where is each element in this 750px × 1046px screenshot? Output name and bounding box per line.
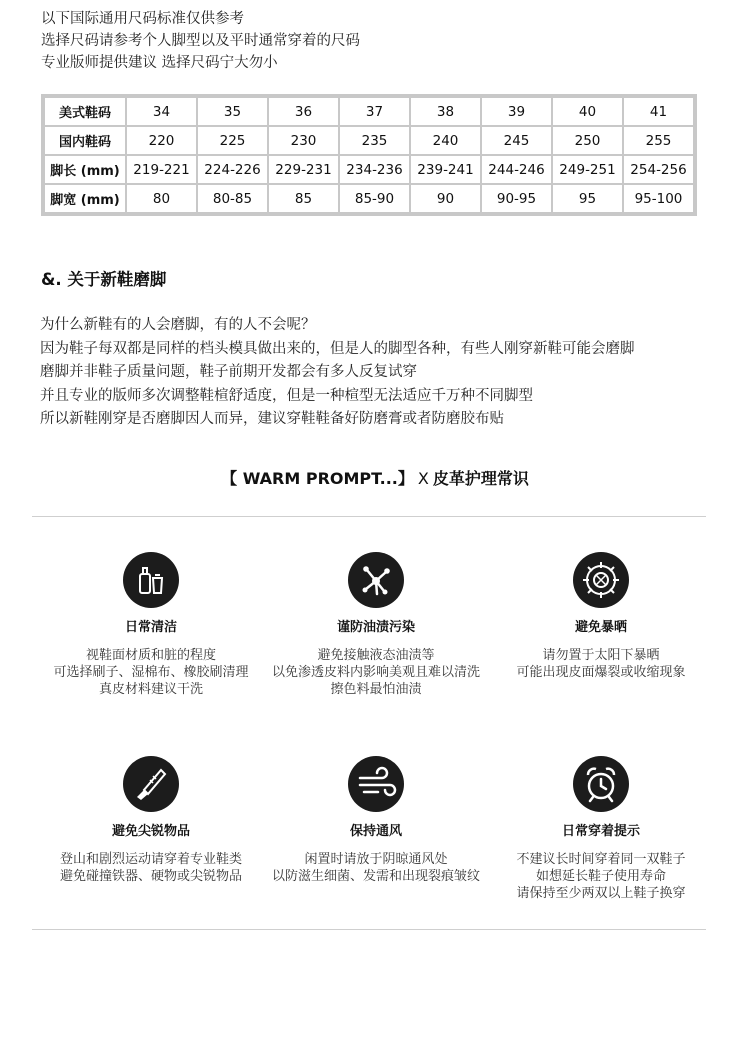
care-tip-title: 避免暴晒 xyxy=(574,620,627,635)
care-tip-wearing xyxy=(488,756,714,902)
care-tip-line: 视鞋面材质和脏的程度 xyxy=(85,648,216,663)
intro-line: 选择尺码请参考个人脚型以及平时通常穿着的尺码 xyxy=(41,33,360,49)
care-tip-line: 以防滋生细菌、发需和出现裂痕皱纹 xyxy=(271,869,480,884)
size-cell: 85-90 xyxy=(340,185,409,212)
care-tip-text xyxy=(38,647,264,698)
care-tip-oil xyxy=(263,552,489,698)
care-tip-line: 请勿置于太阳下暴晒 xyxy=(542,648,660,663)
size-cell: 245 xyxy=(482,127,551,154)
size-cell: 240 xyxy=(411,127,480,154)
care-tip-line: 请保持至少两双以上鞋子换穿 xyxy=(516,886,686,901)
care-tip-line: 真皮材料建议干洗 xyxy=(98,682,203,697)
size-cell: 90-95 xyxy=(482,185,551,212)
size-intro xyxy=(41,8,360,74)
size-cell: 39 xyxy=(482,98,551,125)
wind-icon xyxy=(348,756,404,812)
knife-icon xyxy=(123,756,179,812)
care-tip-title: 日常清洁 xyxy=(124,620,177,635)
size-cell: 220 xyxy=(127,127,196,154)
size-row xyxy=(45,185,693,212)
care-tip-line: 可选择刷子、湿棉布、橡胶刷清理 xyxy=(53,665,249,680)
size-cell: 234-236 xyxy=(340,156,409,183)
size-cell: 35 xyxy=(198,98,267,125)
oil-splash-icon xyxy=(348,552,404,608)
size-cell: 85 xyxy=(269,185,338,212)
care-tip-line: 以免渗透皮料内影响美观且难以清洗 xyxy=(271,665,480,680)
paragraph-line: 并且专业的版师多次调整鞋楦舒适度，但是一种楦型无法适应千万种不同脚型 xyxy=(40,387,533,404)
size-cell: 225 xyxy=(198,127,267,154)
care-tip-line: 不建议长时间穿着同一双鞋子 xyxy=(516,852,686,867)
care-tip-line: 避免碰撞铁器、硬物或尖锐物品 xyxy=(59,869,242,884)
size-row-label: 脚长 (mm) xyxy=(45,156,125,183)
size-cell: 34 xyxy=(127,98,196,125)
care-tip-line: 可能出现皮面爆裂或收缩现象 xyxy=(516,665,686,680)
care-tip-text xyxy=(488,851,714,902)
paragraph-line: 所以新鞋刚穿是否磨脚因人而异，建议穿鞋鞋备好防磨膏或者防磨胶布贴 xyxy=(40,411,504,427)
size-cell: 229-231 xyxy=(269,156,338,183)
size-cell: 95 xyxy=(553,185,622,212)
intro-line: 专业版师提供建议 选择尺码宁大勿小 xyxy=(41,55,278,71)
divider-bottom xyxy=(32,929,706,930)
size-cell: 90 xyxy=(411,185,480,212)
size-chart-table xyxy=(41,94,697,216)
care-tip-sun xyxy=(488,552,714,681)
care-tip-line: 闲置时请放于阴晾通风处 xyxy=(304,852,448,867)
care-tip-line: 如想延长鞋子使用寿命 xyxy=(535,869,666,884)
blister-section-title: &. 关于新鞋磨脚 xyxy=(41,270,167,289)
leather-care-label: 皮革护理常识 xyxy=(432,469,529,488)
size-cell: 244-246 xyxy=(482,156,551,183)
cross-mark: X xyxy=(417,469,429,488)
care-tip-text xyxy=(263,647,489,698)
size-cell: 80-85 xyxy=(198,185,267,212)
size-cell: 219-221 xyxy=(127,156,196,183)
size-cell: 95-100 xyxy=(624,185,693,212)
size-cell: 36 xyxy=(269,98,338,125)
divider-top xyxy=(32,516,706,517)
care-tip-text xyxy=(488,647,714,681)
care-tip-title: 避免尖锐物品 xyxy=(111,824,190,839)
care-tip-title: 保持通风 xyxy=(349,824,402,839)
intro-line: 以下国际通用尺码标准仅供参考 xyxy=(41,11,244,27)
care-tip-title: 谨防油渍污染 xyxy=(336,620,415,635)
size-cell: 40 xyxy=(553,98,622,125)
sun-icon xyxy=(573,552,629,608)
care-tip-line: 登山和剧烈运动请穿着专业鞋类 xyxy=(59,852,242,867)
size-cell: 224-226 xyxy=(198,156,267,183)
size-row-label: 美式鞋码 xyxy=(45,98,125,125)
size-row-label: 国内鞋码 xyxy=(45,127,125,154)
size-cell: 230 xyxy=(269,127,338,154)
warm-prompt-heading xyxy=(0,466,750,489)
size-row xyxy=(45,156,693,183)
size-row xyxy=(45,98,693,125)
alarm-clock-icon xyxy=(573,756,629,812)
cleaning-products-icon xyxy=(123,552,179,608)
size-cell: 255 xyxy=(624,127,693,154)
care-tip-ventilation xyxy=(263,756,489,885)
size-cell: 41 xyxy=(624,98,693,125)
size-row-label: 脚宽 (mm) xyxy=(45,185,125,212)
care-tip-text xyxy=(263,851,489,885)
paragraph-line: 为什么新鞋有的人会磨脚，有的人不会呢？ xyxy=(40,317,316,333)
care-tip-title: 日常穿着提示 xyxy=(561,824,640,839)
size-cell: 254-256 xyxy=(624,156,693,183)
paragraph-line: 因为鞋子每双都是同样的档头模具做出来的，但是人的脚型各种，有些人刚穿新鞋可能会磨脚 xyxy=(40,340,635,357)
blister-section-text xyxy=(40,314,635,432)
size-cell: 38 xyxy=(411,98,480,125)
size-cell: 80 xyxy=(127,185,196,212)
size-row xyxy=(45,127,693,154)
care-tip-cleaning xyxy=(38,552,264,698)
size-cell: 249-251 xyxy=(553,156,622,183)
care-tip-line: 避免接触液态油渍等 xyxy=(317,648,435,663)
warm-prompt-label: 【 WARM PROMPT...】 xyxy=(221,469,414,488)
care-tip-sharp xyxy=(38,756,264,885)
size-cell: 235 xyxy=(340,127,409,154)
care-tip-line: 擦色料最怕油渍 xyxy=(330,682,422,697)
size-cell: 37 xyxy=(340,98,409,125)
paragraph-line: 磨脚并非鞋子质量问题，鞋子前期开发都会有多人反复试穿 xyxy=(40,364,417,380)
care-tip-text xyxy=(38,851,264,885)
size-cell: 250 xyxy=(553,127,622,154)
size-cell: 239-241 xyxy=(411,156,480,183)
